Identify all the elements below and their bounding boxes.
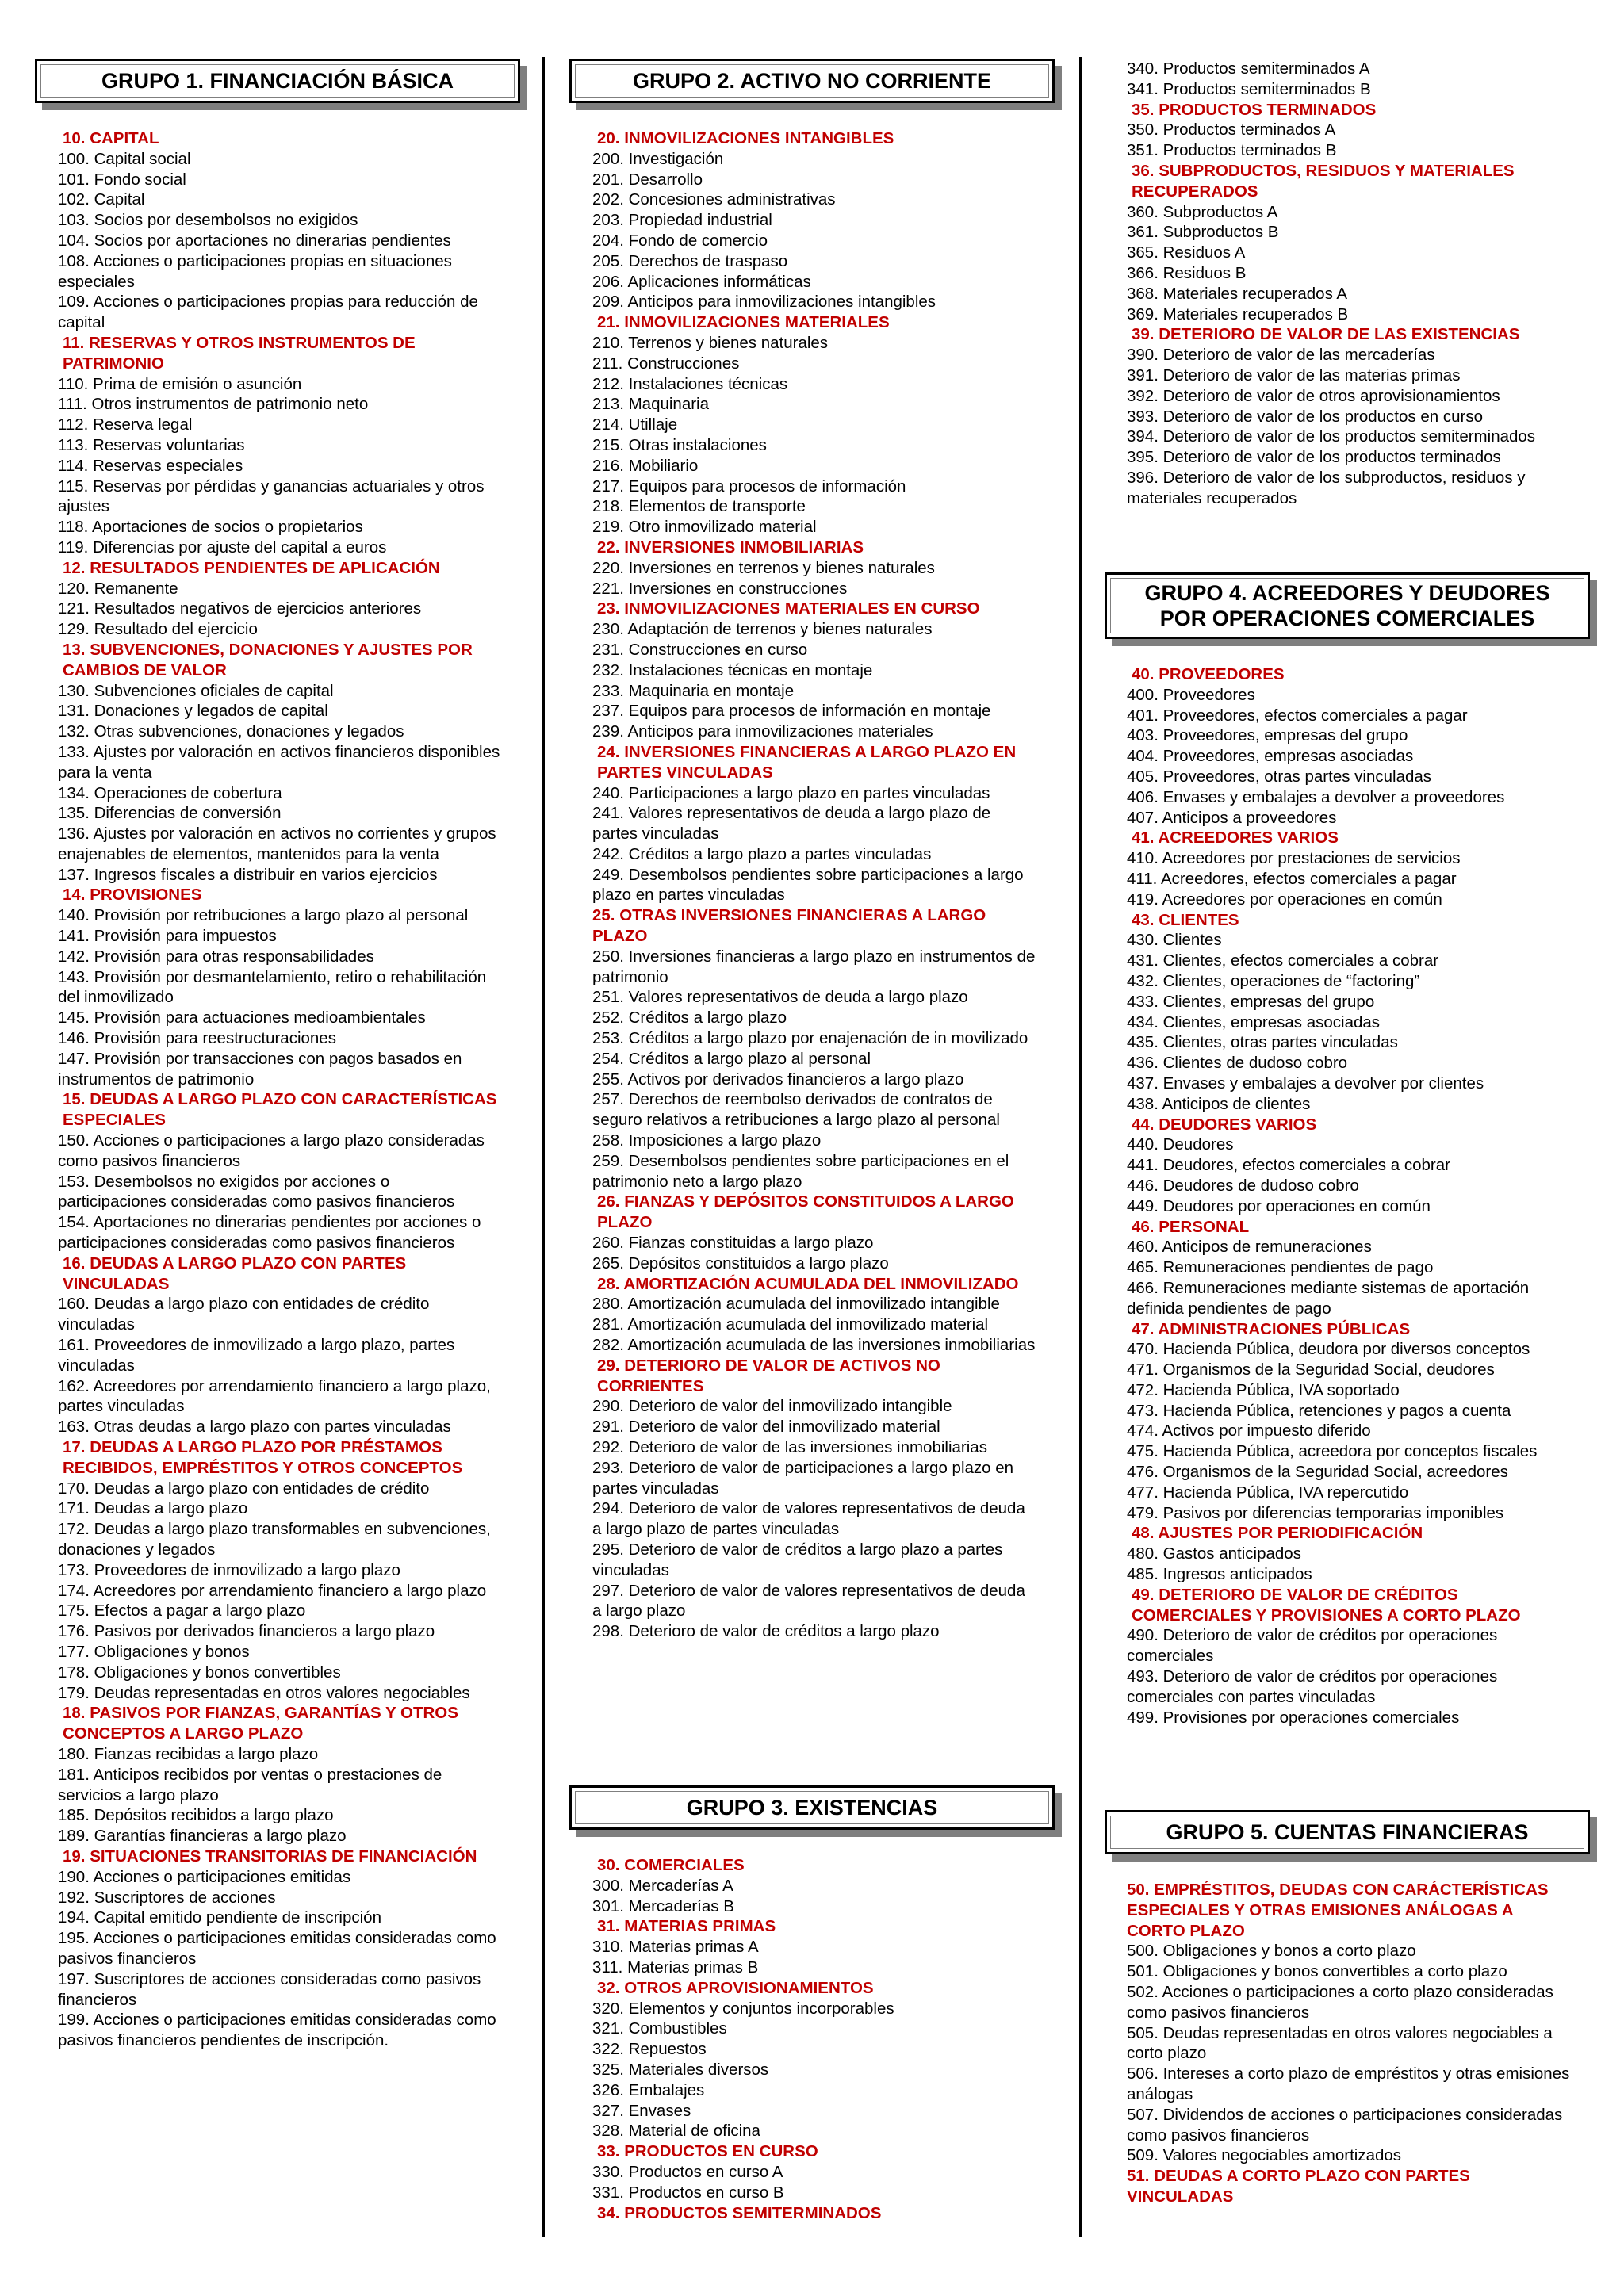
account-entry: 112. Reserva legal bbox=[58, 415, 193, 434]
account-entry: 341. Productos semiterminados B bbox=[1127, 79, 1371, 98]
account-entry: 257. Derechos de reembolso derivados de contratos de seguro relativos a retribuciones a largo plazo al personal bbox=[592, 1090, 1000, 1130]
account-subgroup-heading: 29. DETERIORO DE VALOR DE ACTIVOS NO CORRIENTES bbox=[597, 1356, 940, 1395]
account-entry: 401. Proveedores, efectos comerciales a pagar bbox=[1127, 706, 1468, 725]
account-subgroup-heading: 14. PROVISIONES bbox=[63, 886, 202, 905]
account-entry: 160. Deudas a largo plazo con entidades de crédito vinculadas bbox=[58, 1295, 430, 1334]
account-entry: 181. Anticipos recibidos por ventas o prestaciones de servicios a largo plazo bbox=[58, 1765, 442, 1804]
account-entry: 118. Aportaciones de socios o propietarios bbox=[58, 518, 363, 537]
account-entry: 282. Amortización acumulada de las inversiones inmobiliarias bbox=[592, 1336, 1036, 1355]
account-entry: 430. Clientes bbox=[1127, 931, 1222, 950]
account-entry: 214. Utillaje bbox=[592, 415, 678, 434]
account-entry: 170. Deudas a largo plazo con entidades de crédito bbox=[58, 1479, 430, 1498]
account-subgroup-heading: 25. OTRAS INVERSIONES FINANCIERAS A LARGO PLAZO bbox=[592, 906, 986, 946]
account-entry: 291. Deterioro de valor del inmovilizado material bbox=[592, 1418, 940, 1437]
account-entry: 460. Anticipos de remuneraciones bbox=[1127, 1238, 1372, 1257]
account-entry: 300. Mercaderías A bbox=[592, 1876, 733, 1895]
account-entry: 350. Productos terminados A bbox=[1127, 121, 1336, 140]
account-entry: 499. Provisiones por operaciones comerciales bbox=[1127, 1708, 1460, 1727]
account-entry: 400. Proveedores bbox=[1127, 685, 1255, 704]
account-entry: 143. Provisión por desmantelamiento, retiro o rehabilitación del inmovilizado bbox=[58, 967, 487, 1007]
account-entry: 466. Remuneraciones mediante sistemas de aportación definida pendientes de pago bbox=[1127, 1278, 1530, 1318]
account-entry: 136. Ajustes por valoración en activos no corrientes y grupos enajenables de elementos, mantenidos para la venta bbox=[58, 825, 496, 863]
account-entry: 502. Acciones o participaciones a corto plazo consideradas como pasivos financieros bbox=[1127, 1982, 1553, 2022]
account-entry: 171. Deudas a largo plazo bbox=[58, 1499, 248, 1518]
account-subgroup-heading: 35. PRODUCTOS TERMINADOS bbox=[1132, 100, 1377, 119]
account-entry: 197. Suscriptores de acciones consideradas como pasivos financieros bbox=[58, 1969, 481, 2009]
account-entry: 280. Amortización acumulada del inmovilizado intangible bbox=[592, 1295, 1000, 1314]
account-entry: 230. Adaptación de terrenos y bienes naturales bbox=[592, 620, 933, 639]
account-entry: 465. Remuneraciones pendientes de pago bbox=[1127, 1258, 1434, 1277]
account-entry: 174. Acreedores por arrendamiento financiero a largo plazo bbox=[58, 1581, 487, 1600]
account-entry: 199. Acciones o participaciones emitidas consideradas como pasivos financieros pendientes de inscripción. bbox=[58, 2011, 496, 2050]
account-subgroup-heading: 33. PRODUCTOS EN CURSO bbox=[597, 2142, 818, 2161]
account-entry: 237. Equipos para procesos de información en montaje bbox=[592, 702, 991, 721]
account-subgroup-heading: 43. CLIENTES bbox=[1132, 910, 1239, 929]
account-subgroup-heading: 11. RESERVAS Y OTROS INSTRUMENTOS DE PATRIMONIO bbox=[63, 333, 416, 373]
account-entry: 130. Subvenciones oficiales de capital bbox=[58, 681, 334, 700]
account-entry: 433. Clientes, empresas del grupo bbox=[1127, 992, 1375, 1011]
account-entry: 137. Ingresos fiscales a distribuir en varios ejercicios bbox=[58, 865, 438, 884]
account-entry: 215. Otras instalaciones bbox=[592, 435, 767, 454]
account-entry: 361. Subproductos B bbox=[1127, 223, 1279, 242]
account-entry: 133. Ajustes por valoración en activos financieros disponibles para la venta bbox=[58, 742, 500, 782]
account-entry: 253. Créditos a largo plazo por enajenación de in movilizado bbox=[592, 1029, 1028, 1048]
account-entry: 406. Envases y embalajes a devolver a proveedores bbox=[1127, 787, 1505, 806]
account-entry: 211. Construcciones bbox=[592, 354, 740, 373]
account-entry: 437. Envases y embalajes a devolver por clientes bbox=[1127, 1073, 1484, 1093]
column-divider-1 bbox=[542, 57, 545, 2237]
account-entry: 493. Deterioro de valor de créditos por operaciones comerciales con partes vinculadas bbox=[1127, 1667, 1498, 1706]
group-4-header: GRUPO 4. ACREEDORES Y DEUDORES POR OPERACIONES COMERCIALES bbox=[1105, 572, 1590, 639]
account-entry: 216. Mobiliario bbox=[592, 456, 699, 475]
account-entry: 134. Operaciones de cobertura bbox=[58, 783, 282, 802]
account-entry: 203. Propiedad industrial bbox=[592, 211, 772, 230]
account-entry: 500. Obligaciones y bonos a corto plazo bbox=[1127, 1942, 1416, 1961]
account-subgroup-heading: 18. PASIVOS POR FIANZAS, GARANTÍAS Y OTROS CONCEPTOS A LARGO PLAZO bbox=[63, 1704, 458, 1743]
account-entry: 251. Valores representativos de deuda a largo plazo bbox=[592, 988, 968, 1007]
account-entry: 292. Deterioro de valor de las inversiones inmobiliarias bbox=[592, 1438, 987, 1456]
account-subgroup-heading: 26. FIANZAS Y DEPÓSITOS CONSTITUIDOS A LARGO PLAZO bbox=[597, 1192, 1014, 1232]
account-entry: 221. Inversiones en construcciones bbox=[592, 579, 848, 598]
account-entry: 102. Capital bbox=[58, 190, 145, 209]
account-entry: 365. Residuos A bbox=[1127, 243, 1246, 262]
account-entry: 320. Elementos y conjuntos incorporables bbox=[592, 1999, 894, 2018]
account-entry: 410. Acreedores por prestaciones de servicios bbox=[1127, 849, 1461, 868]
account-entry: 173. Proveedores de inmovilizado a largo plazo bbox=[58, 1560, 400, 1579]
account-entry: 189. Garantías financieras a largo plazo bbox=[58, 1827, 347, 1846]
account-entry: 135. Diferencias de conversión bbox=[58, 804, 282, 823]
account-entry: 185. Depósitos recibidos a largo plazo bbox=[58, 1806, 334, 1825]
account-entry: 340. Productos semiterminados A bbox=[1127, 59, 1370, 78]
group-1-header: GRUPO 1. FINANCIACIÓN BÁSICA bbox=[35, 59, 520, 103]
account-entry: 265. Depósitos constituidos a largo plazo bbox=[592, 1253, 889, 1272]
group-2-list bbox=[592, 128, 1036, 1642]
account-entry: 330. Productos en curso A bbox=[592, 2162, 783, 2181]
account-entry: 405. Proveedores, otras partes vinculadas bbox=[1127, 767, 1432, 786]
account-entry: 213. Maquinaria bbox=[592, 395, 710, 414]
group-3-list bbox=[592, 1855, 1036, 2223]
account-entry: 180. Fianzas recibidas a largo plazo bbox=[58, 1744, 319, 1763]
account-entry: 411. Acreedores, efectos comerciales a pagar bbox=[1127, 869, 1457, 888]
account-entry: 301. Mercaderías B bbox=[592, 1896, 734, 1915]
account-subgroup-heading: 41. ACREEDORES VARIOS bbox=[1132, 828, 1339, 848]
account-entry: 110. Prima de emisión o asunción bbox=[58, 374, 302, 393]
account-subgroup-heading: 15. DEUDAS A LARGO PLAZO CON CARACTERÍSTICAS ESPECIALES bbox=[63, 1090, 497, 1130]
account-entry: 240. Participaciones a largo plazo en partes vinculadas bbox=[592, 783, 990, 802]
account-entry: 368. Materiales recuperados A bbox=[1127, 284, 1348, 303]
account-entry: 432. Clientes, operaciones de “factoring” bbox=[1127, 971, 1420, 990]
account-subgroup-heading: 10. CAPITAL bbox=[63, 129, 159, 147]
account-entry: 254. Créditos a largo plazo al personal bbox=[592, 1049, 871, 1068]
account-entry: 509. Valores negociables amortizados bbox=[1127, 2146, 1402, 2165]
account-subgroup-heading: 28. AMORTIZACIÓN ACUMULADA DEL INMOVILIZADO bbox=[597, 1274, 1019, 1293]
account-subgroup-heading: 21. INMOVILIZACIONES MATERIALES bbox=[597, 313, 890, 332]
group-3-header: GRUPO 3. EXISTENCIAS bbox=[569, 1785, 1055, 1830]
account-entry: 108. Acciones o participaciones propias en situaciones especiales bbox=[58, 251, 452, 291]
account-entry: 241. Valores representativos de deuda a largo plazo de partes vinculadas bbox=[592, 804, 991, 844]
account-entry: 434. Clientes, empresas asociadas bbox=[1127, 1012, 1381, 1031]
account-entry: 115. Reservas por pérdidas y ganancias actuariales y otros ajustes bbox=[58, 476, 485, 516]
account-entry: 232. Instalaciones técnicas en montaje bbox=[592, 660, 873, 679]
account-subgroup-heading: 16. DEUDAS A LARGO PLAZO CON PARTES VINCULADAS bbox=[63, 1253, 407, 1293]
account-entry: 111. Otros instrumentos de patrimonio neto bbox=[58, 395, 369, 414]
account-entry: 435. Clientes, otras partes vinculadas bbox=[1127, 1033, 1398, 1052]
account-entry: 249. Desembolsos pendientes sobre participaciones a largo plazo en partes vinculadas bbox=[592, 865, 1024, 905]
account-entry: 162. Acreedores por arrendamiento financiero a largo plazo, partes vinculadas bbox=[58, 1376, 491, 1416]
account-entry: 294. Deterioro de valor de valores representativos de deuda a largo plazo de partes vinculadas bbox=[592, 1499, 1025, 1539]
account-subgroup-heading: 47. ADMINISTRACIONES PÚBLICAS bbox=[1132, 1319, 1411, 1338]
account-subgroup-heading: 34. PRODUCTOS SEMITERMINADOS bbox=[597, 2203, 882, 2222]
account-entry: 477. Hacienda Pública, IVA repercutido bbox=[1127, 1483, 1409, 1502]
account-entry: 163. Otras deudas a largo plazo con partes vinculadas bbox=[58, 1418, 451, 1437]
account-subgroup-heading: 39. DETERIORO DE VALOR DE LAS EXISTENCIAS bbox=[1132, 325, 1520, 344]
account-entry: 259. Desembolsos pendientes sobre participaciones en el patrimonio neto a largo plazo bbox=[592, 1151, 1009, 1191]
account-entry: 177. Obligaciones y bonos bbox=[58, 1642, 250, 1661]
account-entry: 109. Acciones o participaciones propias para reducción de capital bbox=[58, 293, 478, 332]
account-entry: 403. Proveedores, empresas del grupo bbox=[1127, 726, 1408, 745]
account-entry: 242. Créditos a largo plazo a partes vinculadas bbox=[592, 844, 932, 863]
account-entry: 369. Materiales recuperados B bbox=[1127, 304, 1349, 323]
account-entry: 431. Clientes, efectos comerciales a cobrar bbox=[1127, 951, 1439, 970]
account-entry: 192. Suscriptores de acciones bbox=[58, 1888, 276, 1907]
account-entry: 114. Reservas especiales bbox=[58, 456, 243, 475]
account-subgroup-heading: 50. EMPRÉSTITOS, DEUDAS CON CARÁCTERÍSTICAS ESPECIALES Y OTRAS EMISIONES ANÁLOGAS A CORTO PLAZO bbox=[1127, 1881, 1549, 1940]
account-entry: 311. Materias primas B bbox=[592, 1957, 759, 1976]
account-entry: 351. Productos terminados B bbox=[1127, 141, 1337, 160]
account-entry: 209. Anticipos para inmovilizaciones intangibles bbox=[592, 293, 936, 312]
account-entry: 150. Acciones o participaciones a largo plazo consideradas como pasivos financieros bbox=[58, 1131, 485, 1170]
account-entry: 153. Desembolsos no exigidos por acciones o participaciones consideradas como pasivos financieros bbox=[58, 1172, 455, 1211]
account-entry: 194. Capital emitido pendiente de inscripción bbox=[58, 1908, 381, 1927]
account-entry: 298. Deterioro de valor de créditos a largo plazo bbox=[592, 1622, 940, 1641]
account-entry: 407. Anticipos a proveedores bbox=[1127, 808, 1337, 827]
account-entry: 239. Anticipos para inmovilizaciones materiales bbox=[592, 722, 933, 741]
account-entry: 475. Hacienda Pública, acreedora por conceptos fiscales bbox=[1127, 1442, 1538, 1461]
account-subgroup-heading: 19. SITUACIONES TRANSITORIAS DE FINANCIACIÓN bbox=[63, 1846, 477, 1866]
account-entry: 146. Provisión para reestructuraciones bbox=[58, 1029, 336, 1048]
account-entry: 205. Derechos de traspaso bbox=[592, 251, 788, 270]
account-entry: 449. Deudores por operaciones en común bbox=[1127, 1196, 1431, 1215]
account-subgroup-heading: 22. INVERSIONES INMOBILIARIAS bbox=[597, 538, 864, 557]
group-1-list bbox=[58, 128, 500, 2051]
account-entry: 154. Aportaciones no dinerarias pendientes por acciones o participaciones consideradas como pasivos financieros bbox=[58, 1213, 481, 1253]
account-entry: 141. Provisión para impuestos bbox=[58, 927, 277, 946]
account-entry: 260. Fianzas constituidas a largo plazo bbox=[592, 1234, 874, 1253]
group-4-list bbox=[1127, 664, 1571, 1728]
account-subgroup-heading: 30. COMERCIALES bbox=[597, 1856, 745, 1874]
account-entry: 480. Gastos anticipados bbox=[1127, 1544, 1301, 1563]
account-subgroup-heading: 17. DEUDAS A LARGO PLAZO POR PRÉSTAMOS RECIBIDOS, EMPRÉSTITOS Y OTROS CONCEPTOS bbox=[63, 1438, 463, 1477]
account-entry: 250. Inversiones financieras a largo plazo en instrumentos de patrimonio bbox=[592, 947, 1036, 986]
account-subgroup-heading: 12. RESULTADOS PENDIENTES DE APLICACIÓN bbox=[63, 558, 440, 577]
account-entry: 131. Donaciones y legados de capital bbox=[58, 702, 328, 721]
account-entry: 490. Deterioro de valor de créditos por operaciones comerciales bbox=[1127, 1626, 1498, 1666]
account-entry: 121. Resultados negativos de ejercicios anteriores bbox=[58, 599, 422, 618]
account-entry: 178. Obligaciones y bonos convertibles bbox=[58, 1663, 341, 1682]
account-subgroup-heading: 49. DETERIORO DE VALOR DE CRÉDITOS COMERCIALES Y PROVISIONES A CORTO PLAZO bbox=[1132, 1585, 1521, 1624]
group-5-list bbox=[1127, 1880, 1571, 2207]
account-entry: 217. Equipos para procesos de información bbox=[592, 476, 906, 496]
account-entry: 326. Embalajes bbox=[592, 2080, 705, 2099]
account-entry: 310. Materias primas A bbox=[592, 1938, 759, 1957]
account-entry: 132. Otras subvenciones, donaciones y legados bbox=[58, 722, 404, 741]
account-entry: 175. Efectos a pagar a largo plazo bbox=[58, 1601, 306, 1621]
account-entry: 322. Repuestos bbox=[592, 2040, 707, 2059]
account-entry: 200. Investigación bbox=[592, 149, 724, 168]
account-entry: 142. Provisión para otras responsabilidades bbox=[58, 947, 374, 966]
account-entry: 212. Instalaciones técnicas bbox=[592, 374, 788, 393]
account-entry: 204. Fondo de comercio bbox=[592, 231, 768, 250]
account-subgroup-heading: 13. SUBVENCIONES, DONACIONES Y AJUSTES POR CAMBIOS DE VALOR bbox=[63, 640, 473, 679]
account-entry: 404. Proveedores, empresas asociadas bbox=[1127, 747, 1414, 766]
account-entry: 476. Organismos de la Seguridad Social, acreedores bbox=[1127, 1463, 1508, 1482]
account-subgroup-heading: 31. MATERIAS PRIMAS bbox=[597, 1917, 776, 1936]
account-entry: 297. Deterioro de valor de valores representativos de deuda a largo plazo bbox=[592, 1581, 1025, 1621]
account-entry: 202. Concesiones administrativas bbox=[592, 190, 836, 209]
group-3-continued-list bbox=[1127, 59, 1571, 509]
account-entry: 470. Hacienda Pública, deudora por diversos conceptos bbox=[1127, 1340, 1530, 1359]
account-subgroup-heading: 46. PERSONAL bbox=[1132, 1217, 1250, 1236]
account-entry: 505. Deudas representadas en otros valores negociables a corto plazo bbox=[1127, 2023, 1553, 2063]
account-entry: 290. Deterioro de valor del inmovilizado intangible bbox=[592, 1397, 952, 1416]
account-entry: 103. Socios por desembolsos no exigidos bbox=[58, 211, 358, 230]
account-subgroup-heading: 36. SUBPRODUCTOS, RESIDUOS Y MATERIALES RECUPERADOS bbox=[1132, 161, 1515, 201]
account-entry: 258. Imposiciones a largo plazo bbox=[592, 1131, 822, 1150]
account-entry: 104. Socios por aportaciones no dinerarias pendientes bbox=[58, 231, 451, 250]
account-entry: 473. Hacienda Pública, retenciones y pagos a cuenta bbox=[1127, 1401, 1511, 1420]
account-entry: 179. Deudas representadas en otros valores negociables bbox=[58, 1683, 470, 1702]
account-entry: 255. Activos por derivados financieros a largo plazo bbox=[592, 1070, 964, 1089]
account-subgroup-heading: 51. DEUDAS A CORTO PLAZO CON PARTES VINCULADAS bbox=[1127, 2167, 1470, 2206]
account-entry: 331. Productos en curso B bbox=[592, 2183, 784, 2202]
group-5-header: GRUPO 5. CUENTAS FINANCIERAS bbox=[1105, 1810, 1590, 1854]
account-entry: 391. Deterioro de valor de las materias primas bbox=[1127, 365, 1461, 385]
account-entry: 100. Capital social bbox=[58, 149, 191, 168]
account-entry: 419. Acreedores por operaciones en común bbox=[1127, 890, 1442, 909]
account-entry: 446. Deudores de dudoso cobro bbox=[1127, 1176, 1359, 1195]
account-entry: 472. Hacienda Pública, IVA soportado bbox=[1127, 1380, 1400, 1399]
account-entry: 113. Reservas voluntarias bbox=[58, 435, 245, 454]
account-entry: 220. Inversiones en terrenos y bienes naturales bbox=[592, 558, 935, 577]
account-entry: 366. Residuos B bbox=[1127, 263, 1247, 282]
account-subgroup-heading: 44. DEUDORES VARIOS bbox=[1132, 1115, 1317, 1134]
column-divider-2 bbox=[1079, 57, 1082, 2237]
account-entry: 161. Proveedores de inmovilizado a largo plazo, partes vinculadas bbox=[58, 1336, 455, 1375]
account-entry: 176. Pasivos por derivados financieros a largo plazo bbox=[58, 1622, 435, 1641]
account-entry: 471. Organismos de la Seguridad Social, deudores bbox=[1127, 1360, 1495, 1380]
account-subgroup-heading: 20. INMOVILIZACIONES INTANGIBLES bbox=[597, 129, 894, 147]
account-subgroup-heading: 40. PROVEEDORES bbox=[1132, 665, 1285, 683]
account-entry: 394. Deterioro de valor de los productos semiterminados bbox=[1127, 427, 1536, 446]
account-entry: 233. Maquinaria en montaje bbox=[592, 681, 795, 700]
account-entry: 327. Envases bbox=[592, 2101, 691, 2120]
account-entry: 441. Deudores, efectos comerciales a cobrar bbox=[1127, 1156, 1450, 1175]
account-entry: 119. Diferencias por ajuste del capital a euros bbox=[58, 538, 387, 557]
account-entry: 218. Elementos de transporte bbox=[592, 497, 806, 516]
account-entry: 395. Deterioro de valor de los productos terminados bbox=[1127, 448, 1501, 467]
account-entry: 474. Activos por impuesto diferido bbox=[1127, 1422, 1371, 1441]
account-subgroup-heading: 48. AJUSTES POR PERIODIFICACIÓN bbox=[1132, 1524, 1423, 1543]
account-entry: 101. Fondo social bbox=[58, 170, 186, 189]
account-entry: 190. Acciones o participaciones emitidas bbox=[58, 1867, 351, 1886]
account-entry: 479. Pasivos por diferencias temporarias imponibles bbox=[1127, 1503, 1504, 1522]
account-entry: 172. Deudas a largo plazo transformables en subvenciones, donaciones y legados bbox=[58, 1520, 491, 1559]
account-entry: 147. Provisión por transacciones con pagos basados en instrumentos de patrimonio bbox=[58, 1049, 462, 1089]
account-entry: 120. Remanente bbox=[58, 579, 178, 598]
account-entry: 293. Deterioro de valor de participaciones a largo plazo en partes vinculadas bbox=[592, 1458, 1014, 1498]
account-entry: 506. Intereses a corto plazo de empréstitos y otras emisiones análogas bbox=[1127, 2064, 1570, 2103]
account-entry: 501. Obligaciones y bonos convertibles a corto plazo bbox=[1127, 1962, 1507, 1981]
account-subgroup-heading: 32. OTROS APROVISIONAMIENTOS bbox=[597, 1978, 874, 1997]
account-entry: 393. Deterioro de valor de los productos en curso bbox=[1127, 407, 1483, 426]
account-entry: 295. Deterioro de valor de créditos a largo plazo a partes vinculadas bbox=[592, 1540, 1003, 1579]
account-entry: 438. Anticipos de clientes bbox=[1127, 1094, 1311, 1113]
account-entry: 390. Deterioro de valor de las mercaderías bbox=[1127, 346, 1435, 365]
account-entry: 325. Materiales diversos bbox=[592, 2060, 769, 2079]
account-entry: 392. Deterioro de valor de otros aprovisionamientos bbox=[1127, 386, 1500, 405]
account-entry: 328. Material de oficina bbox=[592, 2122, 760, 2141]
group-2-header: GRUPO 2. ACTIVO NO CORRIENTE bbox=[569, 59, 1055, 103]
account-entry: 210. Terrenos y bienes naturales bbox=[592, 333, 829, 352]
account-entry: 440. Deudores bbox=[1127, 1135, 1234, 1154]
account-entry: 231. Construcciones en curso bbox=[592, 640, 808, 659]
account-entry: 219. Otro inmovilizado material bbox=[592, 518, 817, 537]
account-entry: 485. Ingresos anticipados bbox=[1127, 1565, 1312, 1584]
account-subgroup-heading: 23. INMOVILIZACIONES MATERIALES EN CURSO bbox=[597, 599, 980, 618]
account-entry: 436. Clientes de dudoso cobro bbox=[1127, 1054, 1348, 1073]
account-entry: 507. Dividendos de acciones o participaciones consideradas como pasivos financieros bbox=[1127, 2105, 1563, 2145]
account-entry: 360. Subproductos A bbox=[1127, 202, 1278, 221]
account-subgroup-heading: 24. INVERSIONES FINANCIERAS A LARGO PLAZO EN PARTES VINCULADAS bbox=[597, 742, 1017, 782]
account-entry: 396. Deterioro de valor de los subproductos, residuos y materiales recuperados bbox=[1127, 468, 1526, 507]
account-entry: 201. Desarrollo bbox=[592, 170, 703, 189]
account-entry: 145. Provisión para actuaciones medioambientales bbox=[58, 1008, 426, 1027]
account-entry: 321. Combustibles bbox=[592, 2019, 727, 2038]
account-entry: 206. Aplicaciones informáticas bbox=[592, 272, 811, 291]
account-entry: 281. Amortización acumulada del inmovilizado material bbox=[592, 1315, 989, 1334]
account-entry: 140. Provisión por retribuciones a largo plazo al personal bbox=[58, 906, 469, 925]
account-entry: 195. Acciones o participaciones emitidas consideradas como pasivos financieros bbox=[58, 1929, 496, 1968]
account-entry: 252. Créditos a largo plazo bbox=[592, 1008, 787, 1027]
account-entry: 129. Resultado del ejercicio bbox=[58, 620, 258, 639]
